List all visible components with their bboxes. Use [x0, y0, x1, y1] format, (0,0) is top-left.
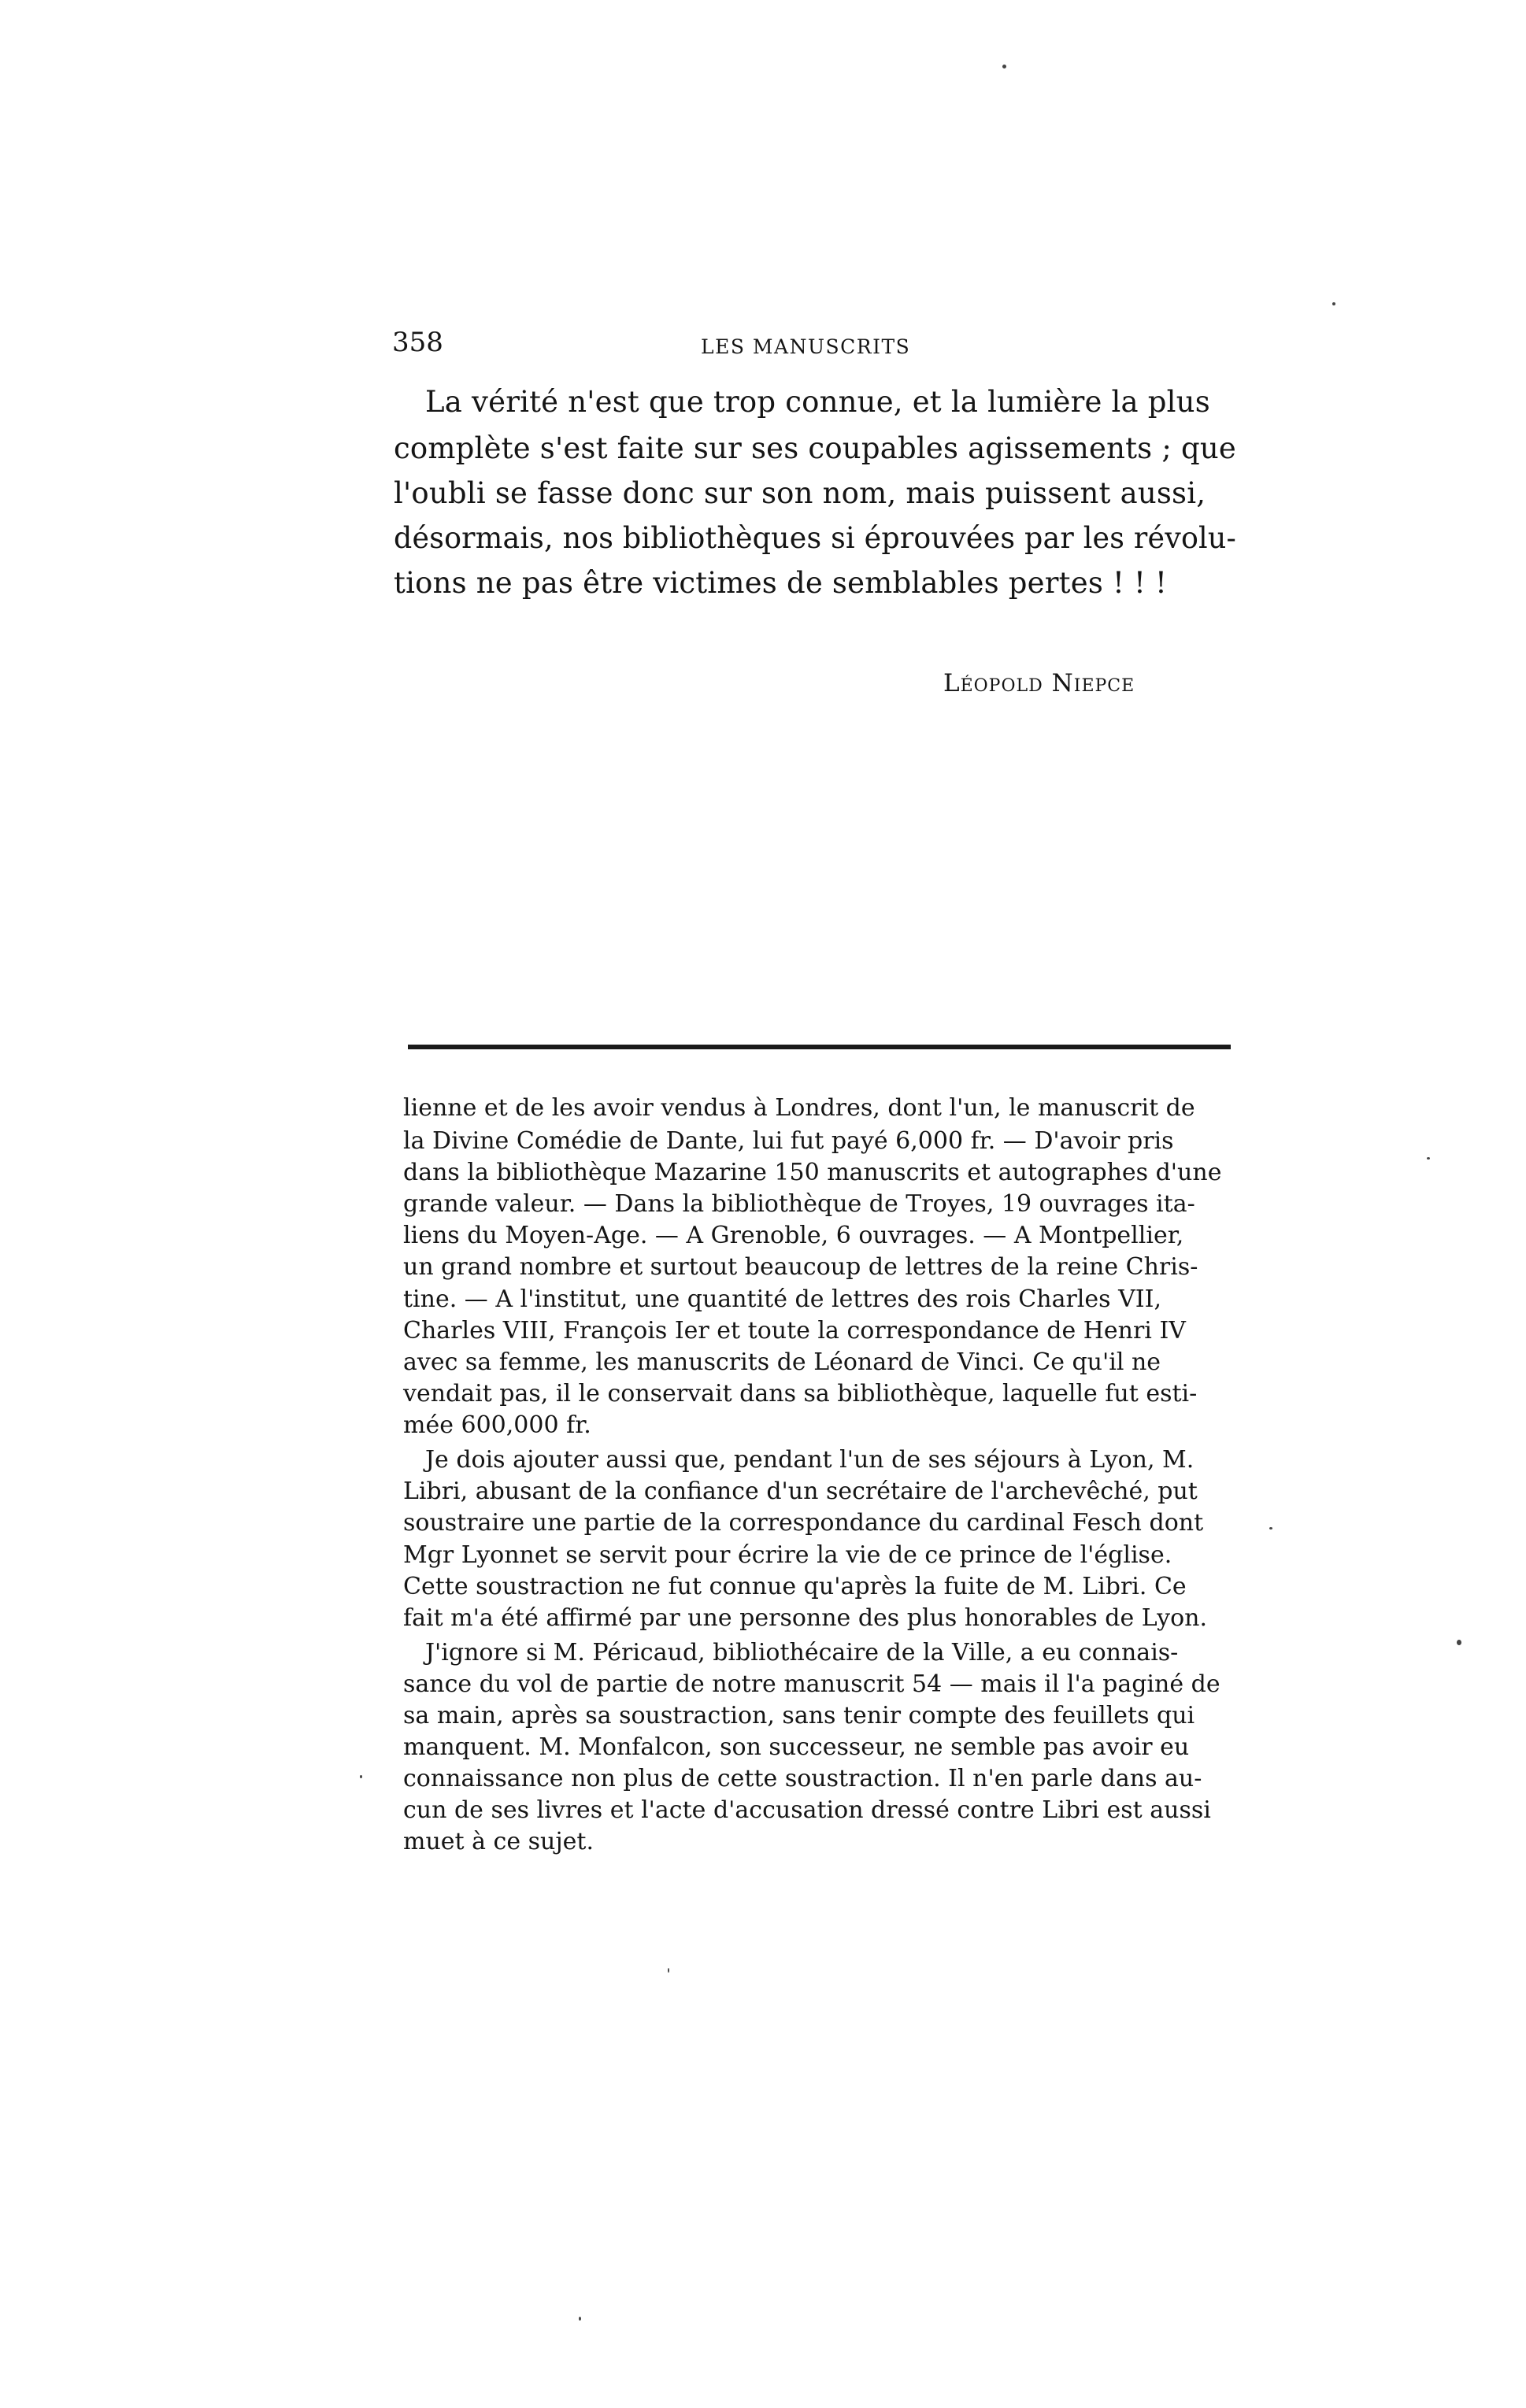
footnote-line: tine. — A l'institut, une quantité de lettres des rois Charles VII, — [403, 1285, 1161, 1313]
scan-speck — [1457, 1640, 1461, 1645]
footnote-line: fait m'a été affirmé par une personne des plus honorables de Lyon. — [403, 1604, 1208, 1632]
footnote-line: connaissance non plus de cette soustraction. Il n'en parle dans au- — [403, 1765, 1202, 1792]
footnote-line: Charles VIII, François Ier et toute la correspondance de Henri IV — [403, 1317, 1186, 1345]
footnote-line: un grand nombre et surtout beaucoup de lettres de la reine Chris- — [403, 1253, 1198, 1281]
footnote-line: soustraire une partie de la correspondance du cardinal Fesch dont — [403, 1509, 1204, 1537]
scan-speck — [1427, 1157, 1430, 1160]
scan-speck — [1002, 65, 1006, 68]
footnote-line: liens du Moyen-Age. — A Grenoble, 6 ouvrages. — A Montpellier, — [403, 1222, 1184, 1249]
scan-speck — [1332, 302, 1335, 305]
footnote-line: grande valeur. — Dans la bibliothèque de Troyes, 19 ouvrages ita- — [403, 1190, 1195, 1218]
footnote-line: mée 600,000 fr. — [403, 1411, 591, 1439]
footnote-line: Cette soustraction ne fut connue qu'après la fuite de M. Libri. Ce — [403, 1573, 1187, 1600]
footnote-line: Je dois ajouter aussi que, pendant l'un de ses séjours à Lyon, M. — [425, 1446, 1195, 1474]
footnote-line: avec sa femme, les manuscrits de Léonard de Vinci. Ce qu'il ne — [403, 1348, 1161, 1376]
scan-speck — [668, 1968, 669, 1973]
footnote-line: J'ignore si M. Péricaud, bibliothécaire de la Ville, a eu connais- — [425, 1639, 1179, 1666]
footnote-line: Mgr Lyonnet se servit pour écrire la vie de ce prince de l'église. — [403, 1541, 1172, 1569]
signature: Léopold Niepce — [943, 669, 1135, 697]
footnote-line: dans la bibliothèque Mazarine 150 manuscrits et autographes d'une — [403, 1159, 1222, 1186]
scan-speck — [1269, 1527, 1272, 1530]
footnote-line: sa main, après sa soustraction, sans tenir compte des feuillets qui — [403, 1702, 1195, 1729]
main-text-line: La vérité n'est que trop connue, et la lumière la plus — [425, 385, 1210, 419]
footnote-separator-rule — [408, 1045, 1231, 1049]
footnote-line: vendait pas, il le conservait dans sa bibliothèque, laquelle fut esti- — [403, 1380, 1198, 1407]
main-text-line: tions ne pas être victimes de semblables pertes ! ! ! — [394, 566, 1168, 600]
footnote-line: muet à ce sujet. — [403, 1828, 594, 1855]
footnote-line: la Divine Comédie de Dante, lui fut payé 6,000 fr. — D'avoir pris — [403, 1127, 1174, 1155]
page-number: 358 — [392, 327, 443, 358]
scan-speck — [579, 2317, 581, 2321]
footnote-line: cun de ses livres et l'acte d'accusation dressé contre Libri est aussi — [403, 1796, 1211, 1824]
main-text-line: désormais, nos bibliothèques si éprouvées par les révolu- — [394, 521, 1237, 555]
footnote-line: lienne et de les avoir vendus à Londres, dont l'un, le manuscrit de — [403, 1094, 1195, 1122]
main-text-line: l'oubli se fasse donc sur son nom, mais puissent aussi, — [394, 476, 1206, 510]
footnote-line: manquent. M. Monfalcon, son successeur, ne semble pas avoir eu — [403, 1733, 1190, 1761]
footnote-line: Libri, abusant de la confiance d'un secrétaire de l'archevêché, put — [403, 1478, 1198, 1505]
main-text-line: complète s'est faite sur ses coupables agissements ; que — [394, 431, 1236, 465]
scan-speck — [360, 1775, 362, 1778]
footnote-line: sance du vol de partie de notre manuscrit 54 — mais il l'a paginé de — [403, 1670, 1220, 1698]
running-title: LES MANUSCRITS — [701, 335, 911, 358]
